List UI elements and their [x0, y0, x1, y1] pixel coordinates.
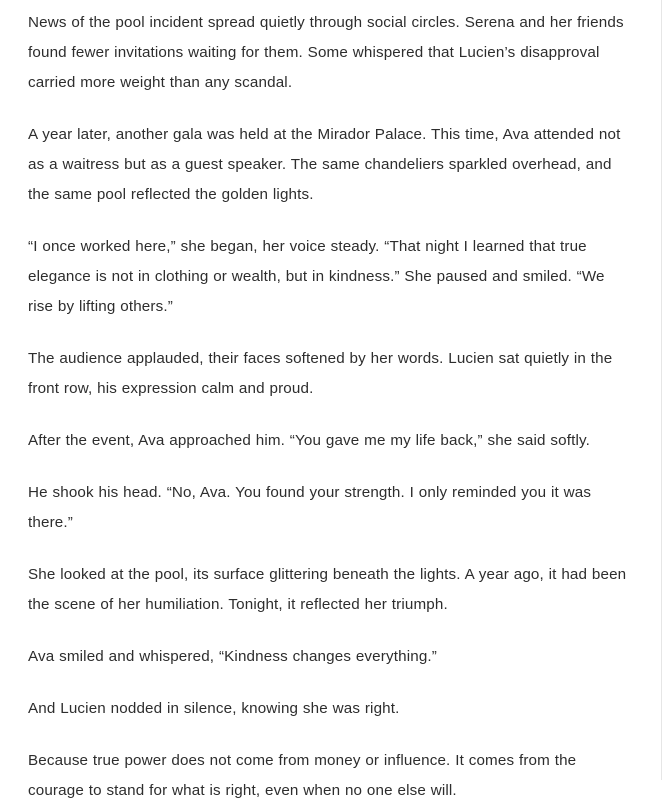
article-body [28, 8, 632, 806]
paragraph: A year later, another gala was held at the Mirador Palace. This time, Ava attended not as a waitress but as a guest speaker. The same chandeliers sparkled overhead, and the same pool reflected the golden lights. [28, 126, 621, 203]
paragraph: Because true power does not come from money or influence. It comes from the courage to stand for what is right, even when no one else will. [28, 752, 577, 799]
paragraph: He shook his head. “No, Ava. You found your strength. I only reminded you it was there.” [28, 484, 592, 531]
paragraph: “I once worked here,” she began, her voice steady. “That night I learned that true elegance is not in clothing or wealth, but in kindness.” She paused and smiled. “We rise by lifting others.” [28, 238, 605, 315]
paragraph: And Lucien nodded in silence, knowing she was right. [28, 700, 400, 717]
paragraph: News of the pool incident spread quietly through social circles. Serena and her friends found fewer invitations waiting for them. Some whispered that Lucien’s disapproval carried more weight than any scandal. [28, 14, 624, 91]
paragraph: After the event, Ava approached him. “You gave me my life back,” she said softly. [28, 432, 590, 449]
paragraph: Ava smiled and whispered, “Kindness changes everything.” [28, 648, 437, 665]
paragraph: The audience applauded, their faces softened by her words. Lucien sat quietly in the front row, his expression calm and proud. [28, 350, 613, 397]
paragraph: She looked at the pool, its surface glittering beneath the lights. A year ago, it had been the scene of her humiliation. Tonight, it reflected her triumph. [28, 566, 627, 613]
